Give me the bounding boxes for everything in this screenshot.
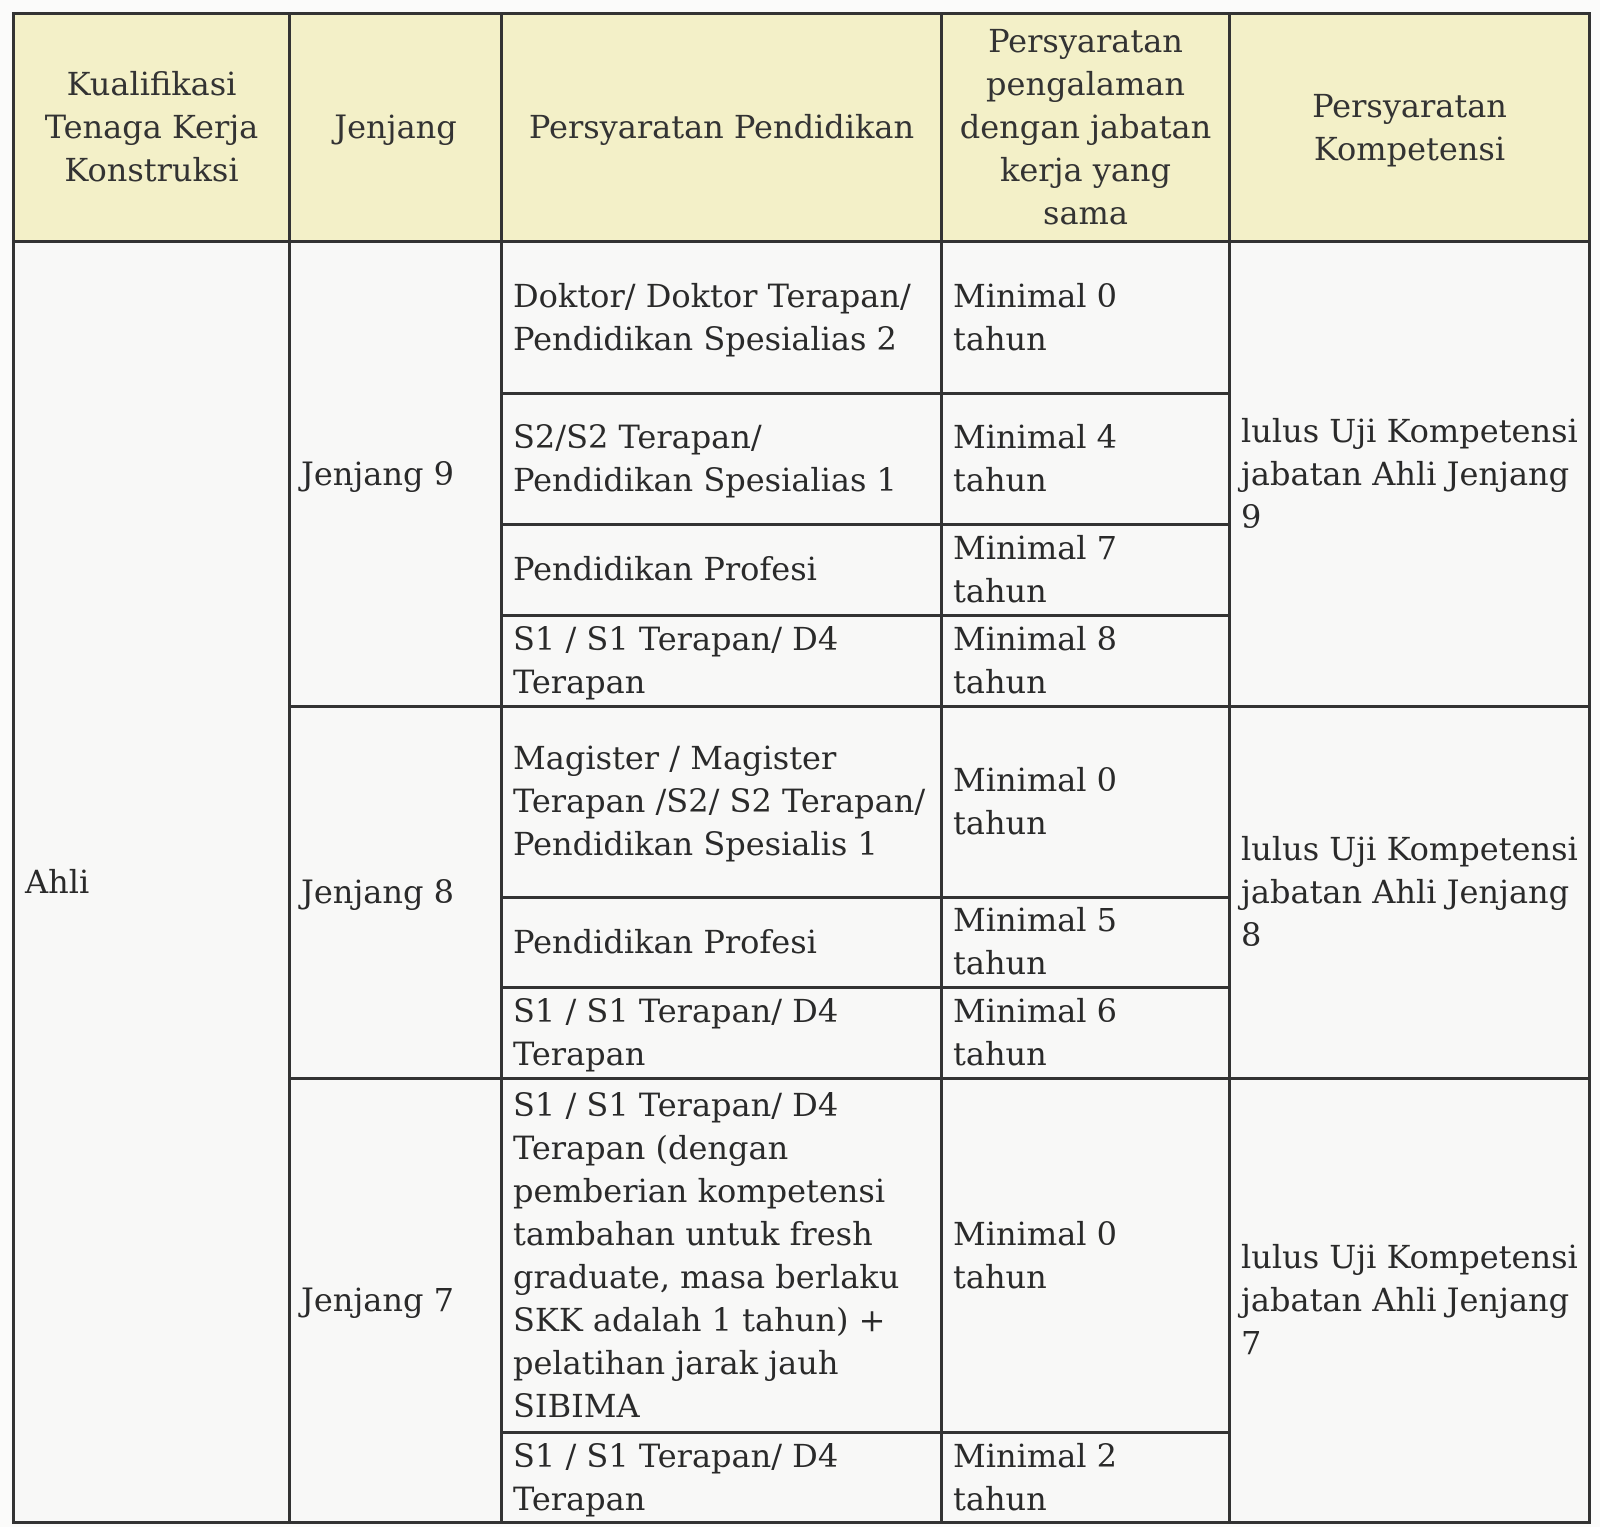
experience-cell: Minimal 5 tahun: [942, 897, 1230, 988]
experience-cell: Minimal 7 tahun: [942, 524, 1230, 615]
table-row: [14, 242, 1590, 394]
education-cell: S1 / S1 Terapan/ D4 Terapan: [502, 988, 942, 1079]
level-cell-jenjang-8: Jenjang 8: [290, 707, 502, 1079]
education-cell: S1 / S1 Terapan/ D4 Terapan: [502, 615, 942, 707]
experience-cell: Minimal 8 tahun: [942, 615, 1230, 707]
competency-cell-jenjang-9: lulus Uji Kompetensi jabatan Ahli Jenjang 9: [1230, 242, 1590, 707]
level-cell-jenjang-7: Jenjang 7: [290, 1078, 502, 1522]
experience-cell: Minimal 0 tahun: [942, 242, 1230, 394]
level-cell-jenjang-9: Jenjang 9: [290, 242, 502, 707]
competency-cell-jenjang-8: lulus Uji Kompetensi jabatan Ahli Jenjang 8: [1230, 707, 1590, 1079]
experience-cell: Minimal 4 tahun: [942, 394, 1230, 525]
experience-cell: Minimal 0 tahun: [942, 1078, 1230, 1432]
header-education: Persyaratan Pendidikan: [502, 14, 942, 242]
education-cell: S2/S2 Terapan/ Pendidikan Spesialias 1: [502, 394, 942, 525]
education-cell: Pendidikan Profesi: [502, 897, 942, 988]
experience-cell: Minimal 6 tahun: [942, 988, 1230, 1079]
education-cell: Doktor/ Doktor Terapan/ Pendidikan Spesialias 2: [502, 242, 942, 394]
header-qualification: Kualifikasi Tenaga Kerja Konstruksi: [14, 14, 290, 242]
education-cell: Magister / Magister Terapan /S2/ S2 Terapan/ Pendidikan Spesialis 1: [502, 707, 942, 897]
qualification-cell: Ahli: [14, 242, 290, 1523]
education-cell: S1 / S1 Terapan/ D4 Terapan (dengan pemberian kompetensi tambahan untuk fresh graduate, masa berlaku SKK adalah 1 tahun) + pelatihan jarak jauh SIBIMA: [502, 1078, 942, 1432]
experience-cell: Minimal 0 tahun: [942, 707, 1230, 897]
experience-cell: Minimal 2 tahun: [942, 1433, 1230, 1523]
education-cell: S1 / S1 Terapan/ D4 Terapan: [502, 1433, 942, 1523]
competency-cell-jenjang-7: lulus Uji Kompetensi jabatan Ahli Jenjang 7: [1230, 1078, 1590, 1522]
qualification-requirements-table: [12, 12, 1591, 1524]
header-experience: Persyaratan pengalaman dengan jabatan kerja yang sama: [942, 14, 1230, 242]
header-row: [14, 14, 1590, 242]
education-cell: Pendidikan Profesi: [502, 524, 942, 615]
header-competency: Persyaratan Kompetensi: [1230, 14, 1590, 242]
header-level: Jenjang: [290, 14, 502, 242]
